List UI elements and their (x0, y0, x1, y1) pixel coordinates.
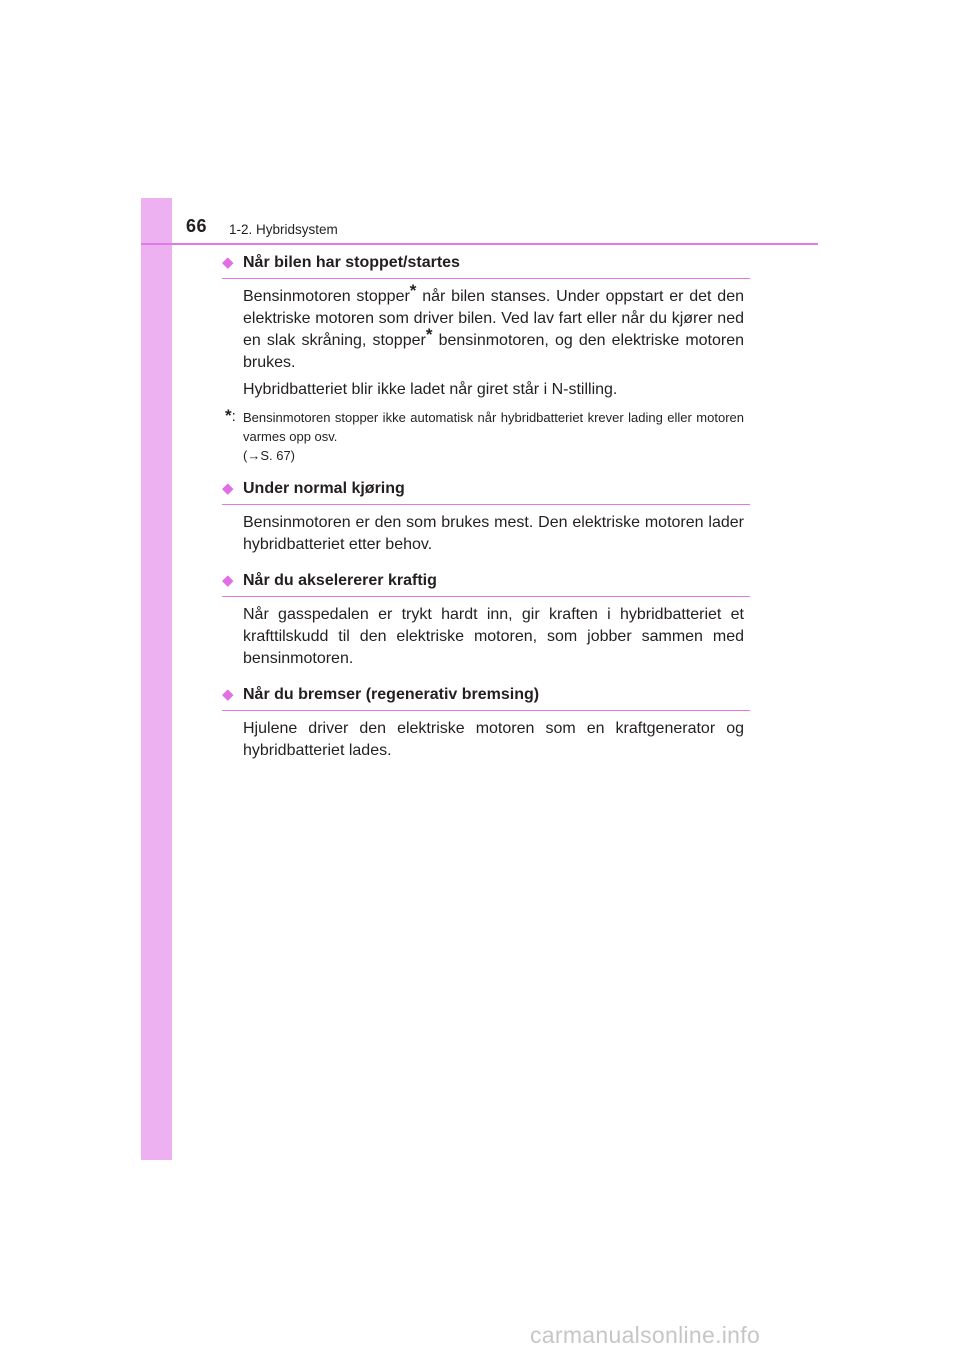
section-normal-driving (222, 478, 750, 556)
section-heading (222, 684, 750, 711)
footnote-page-ref: (→S. 67) (243, 448, 296, 463)
diamond-icon: ◆ (222, 480, 234, 497)
section-heading (222, 252, 750, 279)
paragraph: Når gasspedalen er trykt hardt inn, gir kraften i hybridbatteriet et krafttilskudd til den elektriske motoren, som jobber sammen med bensinmotoren. (243, 606, 744, 667)
paragraph: Hybridbatteriet blir ikke ladet når giret står i N-stilling. (243, 381, 618, 398)
footnote-asterisk: * (225, 406, 232, 425)
paragraph: Hjulene driver den elektriske motoren som en kraftgenerator og hybridbatteriet lades. (243, 720, 744, 759)
diamond-icon: ◆ (222, 572, 234, 589)
paragraph-text: bensinmotoren, og den elektriske motoren brukes. (243, 332, 745, 371)
paragraph (243, 281, 745, 374)
paragraph-text: når bilen stanses. Under oppstart er det den elektriske motoren som driver bilen. Ved lav fart eller når du kjører ned en slak skråning, stopper (243, 288, 744, 349)
asterisk-marker: * (409, 281, 417, 300)
paragraph-text: Bensinmotoren stopper (243, 288, 410, 305)
header-rule (141, 243, 818, 245)
diamond-icon: ◆ (222, 254, 234, 271)
diamond-icon: ◆ (222, 686, 234, 703)
section-hard-acceleration (222, 570, 750, 670)
heading-text: Når bilen har stoppet/startes (243, 254, 460, 271)
heading-text: Når du akselererer kraftig (243, 572, 437, 589)
section-heading (222, 570, 750, 597)
page-number: 66 (186, 216, 208, 236)
section-regenerative-braking (222, 684, 750, 762)
heading-text: Når du bremser (regenerativ bremsing) (243, 686, 540, 703)
section-title: 1-2. Hybridsystem (229, 222, 338, 237)
chapter-sidebar-tab (141, 198, 172, 1160)
footnote-text: Bensinmotoren stopper ikke automatisk når hybridbatteriet krever lading eller motoren varmes opp osv. (243, 410, 744, 444)
asterisk-marker: * (425, 325, 433, 344)
section-stopped-started (222, 252, 750, 465)
paragraph: Bensinmotoren er den som brukes mest. Den elektriske motoren lader hybridbatteriet etter behov. (243, 514, 744, 553)
page-content (222, 252, 750, 762)
footnote-mark (225, 406, 236, 426)
footnote (222, 408, 744, 465)
heading-text: Under normal kjøring (243, 480, 405, 497)
watermark: carmanualsonline.info (530, 1322, 761, 1348)
section-heading (222, 478, 750, 505)
footnote-colon: : (231, 408, 236, 425)
